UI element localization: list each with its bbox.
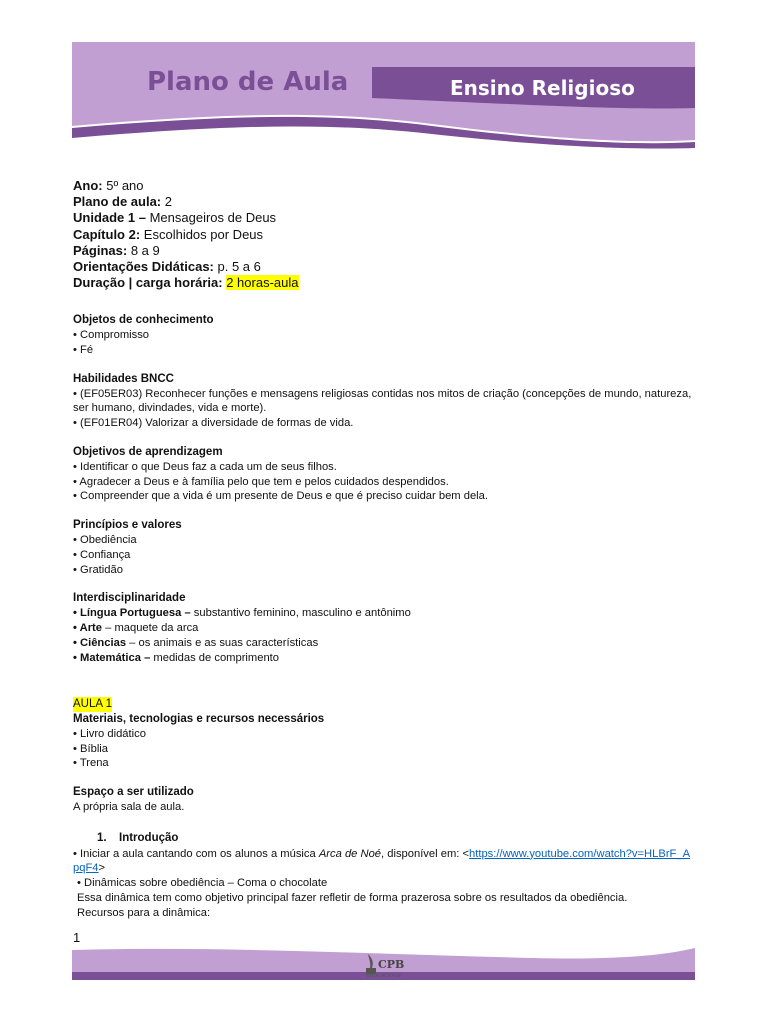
section-interdisciplinaridade: Interdisciplinaridade • Língua Portuguesa – substantivo feminino, masculino e antônimo • Arte – maquete da arca • Ciências – os animais e as suas características • Matemática – medidas de comprimento <box>73 591 693 665</box>
list-item: • Fé <box>73 344 94 357</box>
header-title: Plano de Aula <box>147 67 349 97</box>
section-objetos: Objetos de conhecimento • Compromisso • Fé <box>73 313 693 357</box>
meta-orientacoes: Orientações Didáticas: p. 5 a 6 <box>73 259 261 275</box>
header-graphic <box>72 42 695 154</box>
meta-unidade: Unidade 1 – Mensageiros de Deus <box>73 210 277 226</box>
meta-ano: Ano: 5º ano <box>73 178 144 193</box>
section-objetivos: Objetivos de aprendizagem • Identificar o que Deus faz a cada um de seus filhos. • Agradecer a Deus e à família pelo que tem e pelos cuidados despendidos. • Compreender que a vida é um presente de Deus e que é preciso cuidar bem dela. <box>73 445 693 504</box>
list-item: • Identificar o que Deus faz a cada um de seus filhos. <box>73 460 337 473</box>
svg-text:CPB: CPB <box>378 958 405 971</box>
meta-duracao: Duração | carga horária: 2 horas-aula <box>73 275 299 291</box>
list-item: • Compromisso <box>73 329 150 342</box>
section-espaco: Espaço a ser utilizado A própria sala de aula. <box>73 786 194 813</box>
list-item: • Bíblia <box>73 742 109 755</box>
aula-1-section <box>73 694 693 921</box>
cpb-logo <box>362 950 422 978</box>
list-item: • Compreender que a vida é um presente de Deus e que é preciso cuidar bem dela. <box>73 490 488 503</box>
meta-paginas: Páginas: 8 a 9 <box>73 242 160 258</box>
list-item: • Língua Portuguesa – substantivo feminino, masculino e antônimo <box>73 607 411 620</box>
list-item: • (EF01ER04) Valorizar a diversidade de formas de vida. <box>73 417 354 430</box>
list-item: • Livro didático <box>73 727 146 740</box>
section-principios: Princípios e valores • Obediência • Confiança • Gratidão <box>73 518 693 577</box>
section-habilidades: Habilidades BNCC • (EF05ER03) Reconhecer funções e mensagens religiosas contidas nos mitos de criação (concepções de mundo, natureza, ser humano, divindades, vida e morte). • (EF01ER04) Valorizar a diversidade de formas de vida. <box>73 372 692 430</box>
list-item: • Arte – maquete da arca <box>73 621 199 634</box>
header-subject: Ensino Religioso <box>450 76 635 100</box>
lesson-meta <box>73 178 693 291</box>
list-item: • Gratidão <box>73 563 123 576</box>
list-item: • Ciências – os animais e as suas características <box>73 636 319 649</box>
list-item: • Trena <box>73 757 109 770</box>
list-item: • Agradecer a Deus e à família pelo que tem e pelos cuidados despendidos. <box>73 475 449 488</box>
introducao-heading: 1. Introdução <box>97 831 179 844</box>
intro-line: • Iniciar a aula cantando com os alunos a música Arca de Noé, disponível em: <https://www.youtube.com/watch?v=HLBrF_ApqF4> <box>73 847 691 875</box>
list-item: • Obediência <box>73 533 137 546</box>
duracao-highlight: 2 horas-aula <box>226 275 299 291</box>
page-number: 1 <box>73 930 81 945</box>
list-item: • Confiança <box>73 548 131 561</box>
header-banner <box>72 42 695 154</box>
aula-label: AULA 1 <box>73 698 112 710</box>
intro-line: Recursos para a dinâmica: <box>77 906 211 919</box>
introducao-body <box>73 847 693 921</box>
svg-text:educacional: educacional <box>366 972 403 978</box>
list-item: • (EF05ER03) Reconhecer funções e mensagens religiosas contidas nos mitos de criação (concepções de mundo, natureza, ser humano, divindades, vida e morte). <box>73 387 692 415</box>
youtube-link[interactable]: https://www.youtube.com/watch?v=HLBrF_ApqF4 <box>73 847 691 875</box>
intro-line: • Dinâmicas sobre obediência – Coma o chocolate <box>77 877 328 890</box>
meta-plano: Plano de aula: 2 <box>73 194 172 210</box>
materiais-title: Materiais, tecnologias e recursos necessários <box>73 713 325 725</box>
cpb-logo-icon <box>362 950 422 978</box>
lesson-content <box>73 178 693 665</box>
meta-capitulo: Capítulo 2: Escolhidos por Deus <box>73 226 264 242</box>
intro-line: Essa dinâmica tem como objetivo principal fazer refletir de forma prazerosa sobre os resultados da obediência. <box>77 891 628 904</box>
list-item: • Matemática – medidas de comprimento <box>73 651 280 664</box>
